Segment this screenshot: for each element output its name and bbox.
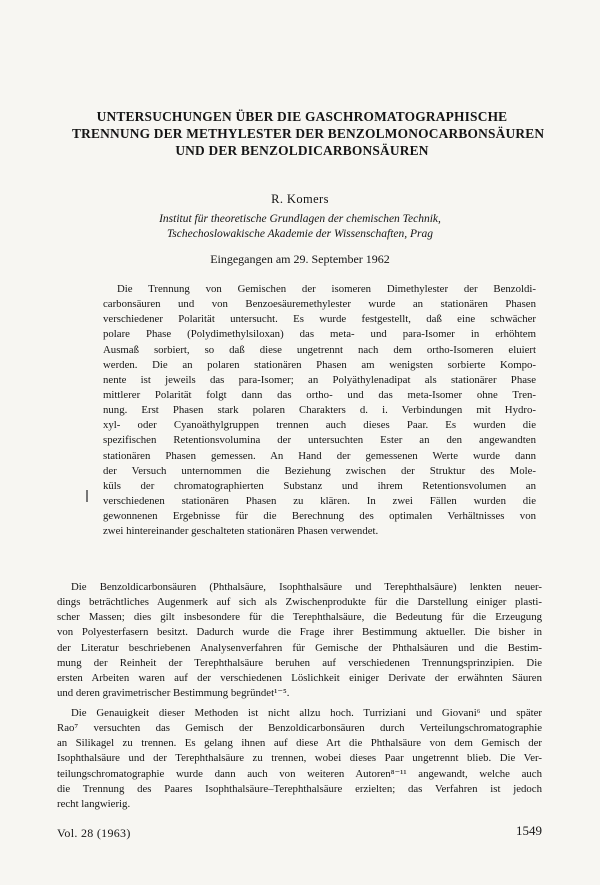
abstract-line: gewonnenen Ergebnisse für die Berechnung des optimalen Verhältnisses von [103,510,536,523]
volume-info: Vol. 28 (1963) [57,826,131,840]
body-paragraph-2 [57,706,542,812]
received-date: Eingegangen am 29. September 1962 [210,252,390,266]
body-line: Rao⁷ versuchten das Gemisch der Benzoldicarbonsäuren durch Verteilungschromatographie [57,722,542,735]
affiliation-line: Institut für theoretische Grundlagen der chemischen Technik, [159,213,441,225]
abstract-line: verschiedener Polarität untersucht. Es wurde festgestellt, daß eine schwächer [103,313,536,326]
body-line: und deren gravimetrischer Bestimmung begründet¹⁻⁵. [57,686,290,699]
title-line: TRENNUNG DER METHYLESTER DER BENZOLMONOCARBONSÄUREN [72,126,545,141]
abstract-line: stationären Phasen gemessen. An Hand der gemessenen Werte wurde dann [103,449,536,462]
body-line: Die Genauigkeit dieser Methoden ist nicht allzu hoch. Turriziani und Giovani⁶ und später [71,707,542,719]
body-line: von Polyesterfasern besitzt. Dadurch wurde die Frage ihrer Bestimmung aktueller. Die bisher in [57,626,542,639]
body-line: scher Massen; dies gilt insbesondere für die Terephthalsäure, die Bedeutung für die Erzeugung [57,611,542,624]
page-number: 1549 [516,823,542,838]
margin-mark [86,490,88,502]
title-line: UNTERSUCHUNGEN ÜBER DIE GASCHROMATOGRAPHISCHE [96,109,508,124]
body-line: teilungschromatographie wurde dann auch von weiteren Autoren⁸⁻¹¹ angewandt, welche auch [57,767,542,780]
abstract-line: Ausmaß sorbiert, so daß diese ungetrennt nach dem ortho-Isomeren eluiert [103,343,536,356]
abstract-line: der Versuch unternommen die Beziehung zwischen der Struktur des Mole- [103,464,536,477]
body-line: mung der Reinheit der Terephthalsäure beruhen auf verschiedenen Trennungsprinzipien. Die [57,656,542,669]
abstract-line: zwei hintereinander geschalteten stationären Phasen verwendet. [103,525,379,538]
abstract-line: nung. Erst Phasen stark polaren Charakters d. i. Verbindungen mit Hydro- [103,404,536,417]
body-line: die Trennung des Paares Isophthalsäure–Terephthalsäure erzielten; das Verfahren ist jedoch [57,782,542,795]
abstract-line: polare Phase (Polydimethylsiloxan) das meta- und para-Isomer in erhöhtem [103,328,536,341]
abstract-line: Die Trennung von Gemischen der isomeren Dimethylester der Benzoldi- [117,283,536,295]
body-line: dings beträchtliches Augenmerk auf sich als Zwischenprodukte für die Darstellung einiger plasti- [57,596,542,609]
body-line: recht langwierig. [57,797,131,810]
body-paragraph-1 [57,580,542,701]
abstract-line: carbonsäuren und von Benzoesäuremethylester wurde an stationären Phasen [103,298,536,311]
abstract-line: xyl- oder Cyanoäthylgruppen trennen auch dieses Paar. Es wurden die [103,419,536,432]
abstract-line: küls der chromatographierten Substanz und ihrem Retentionsvolumen an [103,479,536,492]
abstract-line: werden. Die an polaren stationären Phasen am wenigsten sorbierte Kompo- [103,358,536,371]
body-line: der Literatur beschriebenen Analysenverfahren für Gemische der Phthalsäuren und die Bestim- [57,641,542,654]
abstract-line: nente ist jeweils das para-Isomer; an Polyäthylenadipat als stationärer Phase [103,373,536,386]
body-line: Die Benzoldicarbonsäuren (Phthalsäure, Isophthalsäure und Terephthalsäure) lenkten neuer- [71,581,542,593]
body-line: Isophthalsäure und der Terephthalsäure zu trennen, wobei dieses Paar ungetrennt blieb. Die Ver- [57,752,542,765]
abstract-line: spezifischen Retentionsvolumina der untersuchten Ester an den angewandten [103,434,536,447]
title-line: UND DER BENZOLDICARBONSÄUREN [175,143,429,158]
affiliation-line: Tschechoslowakische Akademie der Wissenschaften, Prag [166,228,434,240]
body-line: an Silikagel zu trennen. Es gelang ihnen auf diese Art die Phthalsäure von dem Gemisch der [57,737,542,750]
abstract-line: verschiedenen stationären Phasen zu klären. In zwei Fällen wurden die [103,494,536,507]
affiliation [0,212,600,242]
abstract-line: mittlerer Polarität folgt dann das ortho- und das meta-Isomer ohne Tren- [103,388,536,401]
body-line: ersten Arbeiten waren auf der verschiedenen Löslichkeit einiger Derivate der erwähnten Säuren [57,671,542,684]
article-title [72,108,545,159]
abstract [103,282,536,539]
author: R. Komers [271,192,329,206]
